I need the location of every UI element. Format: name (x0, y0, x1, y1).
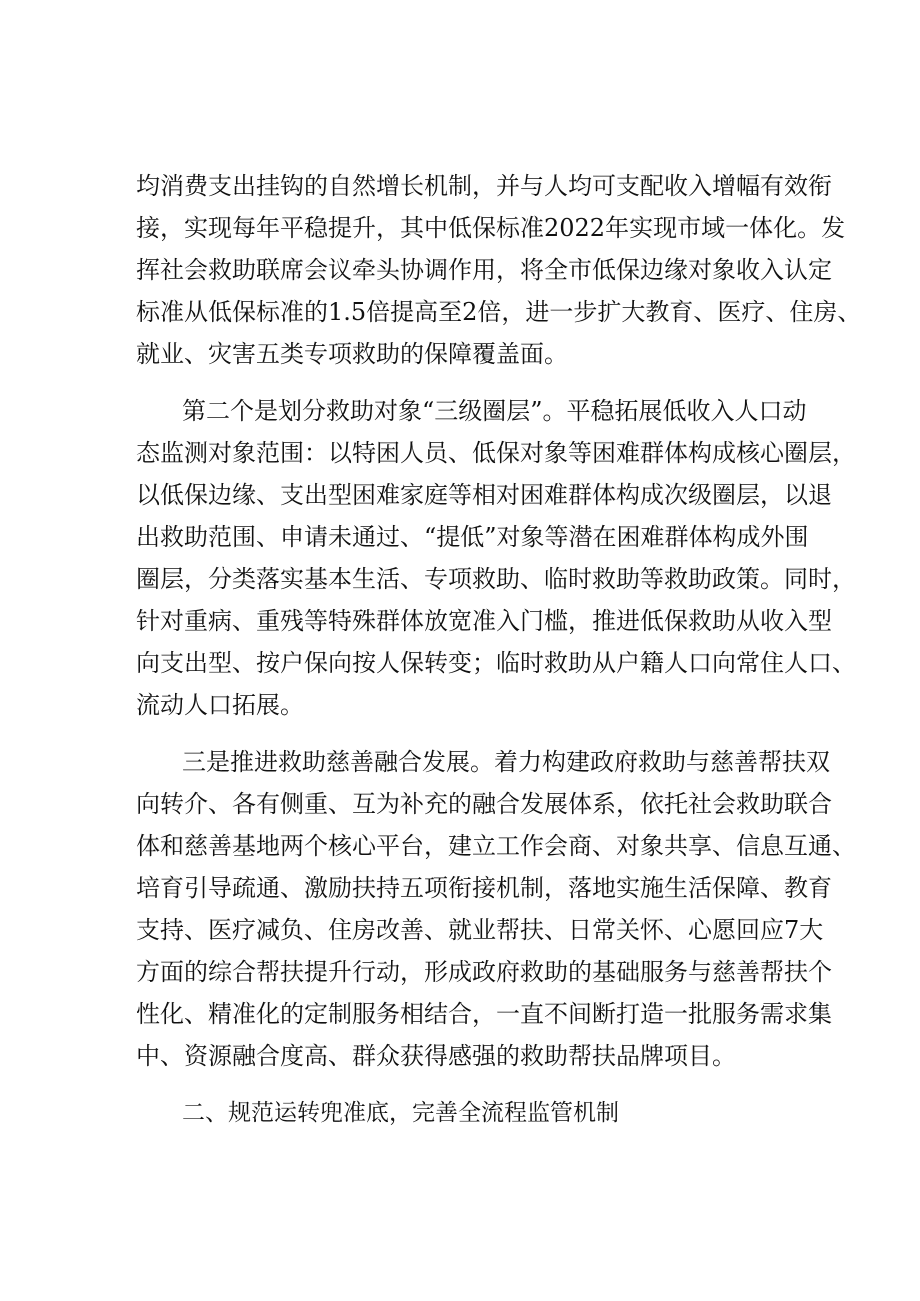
section-heading: 二、规范运转兜准底，完善全流程监管机制 (182, 1100, 619, 1126)
paragraph-line: 中、资源融合度高、群众获得感强的救助帮扶品牌项目。 (136, 1042, 736, 1070)
paragraph-line: 针对重病、重残等特殊群体放宽准入门槛，推进低保救助从收入型 (136, 607, 832, 635)
paragraph-line: 接，实现每年平稳提升，其中低保标准2022年实现市域一体化。发 (136, 214, 846, 242)
paragraph-line: 三是推进救助慈善融合发展。着力构建政府救助与慈善帮扶双 (182, 748, 830, 776)
paragraph-line: 就业、灾害五类专项救助的保障覆盖面。 (136, 340, 568, 368)
paragraph-line: 第二个是划分救助对象“三级圈层”。平稳拓展低收入人口动 (182, 397, 807, 425)
paragraph-line: 以低保边缘、支出型困难家庭等相对困难群体构成次级圈层，以退 (136, 481, 832, 509)
paragraph-line: 向转介、各有侧重、互为补充的融合发展体系，依托社会救助联合 (136, 790, 832, 818)
paragraph-line: 标准从低保标准的1.5倍提高至2倍，进一步扩大教育、医疗、住房、 (136, 298, 862, 326)
paragraph-line: 支持、医疗减负、住房改善、就业帮扶、日常关怀、心愿回应7大 (136, 916, 824, 944)
paragraph-line: 均消费支出挂钩的自然增长机制，并与人均可支配收入增幅有效衔 (136, 172, 832, 200)
paragraph-line: 方面的综合帮扶提升行动，形成政府救助的基础服务与慈善帮扶个 (136, 958, 832, 986)
paragraph-line: 流动人口拓展。 (136, 691, 304, 719)
paragraph-line: 培育引导疏通、激励扶持五项衔接机制，落地实施生活保障、教育 (136, 874, 832, 902)
paragraph-line: 性化、精准化的定制服务相结合，一直不间断打造一批服务需求集 (136, 1000, 832, 1028)
paragraph-line: 体和慈善基地两个核心平台，建立工作会商、对象共享、信息互通、 (136, 832, 856, 860)
paragraph-line: 出救助范围、申请未通过、“提低”对象等潜在困难群体构成外围 (136, 523, 809, 551)
paragraph-line: 挥社会救助联席会议牵头协调作用，将全市低保边缘对象收入认定 (136, 256, 832, 284)
paragraph-line: 圈层，分类落实基本生活、专项救助、临时救助等救助政策。同时， (136, 565, 856, 593)
paragraph-line: 向支出型、按户保向按人保转变；临时救助从户籍人口向常住人口、 (136, 649, 856, 677)
paragraph-line: 态监测对象范围：以特困人员、低保对象等困难群体构成核心圈层， (136, 439, 856, 467)
